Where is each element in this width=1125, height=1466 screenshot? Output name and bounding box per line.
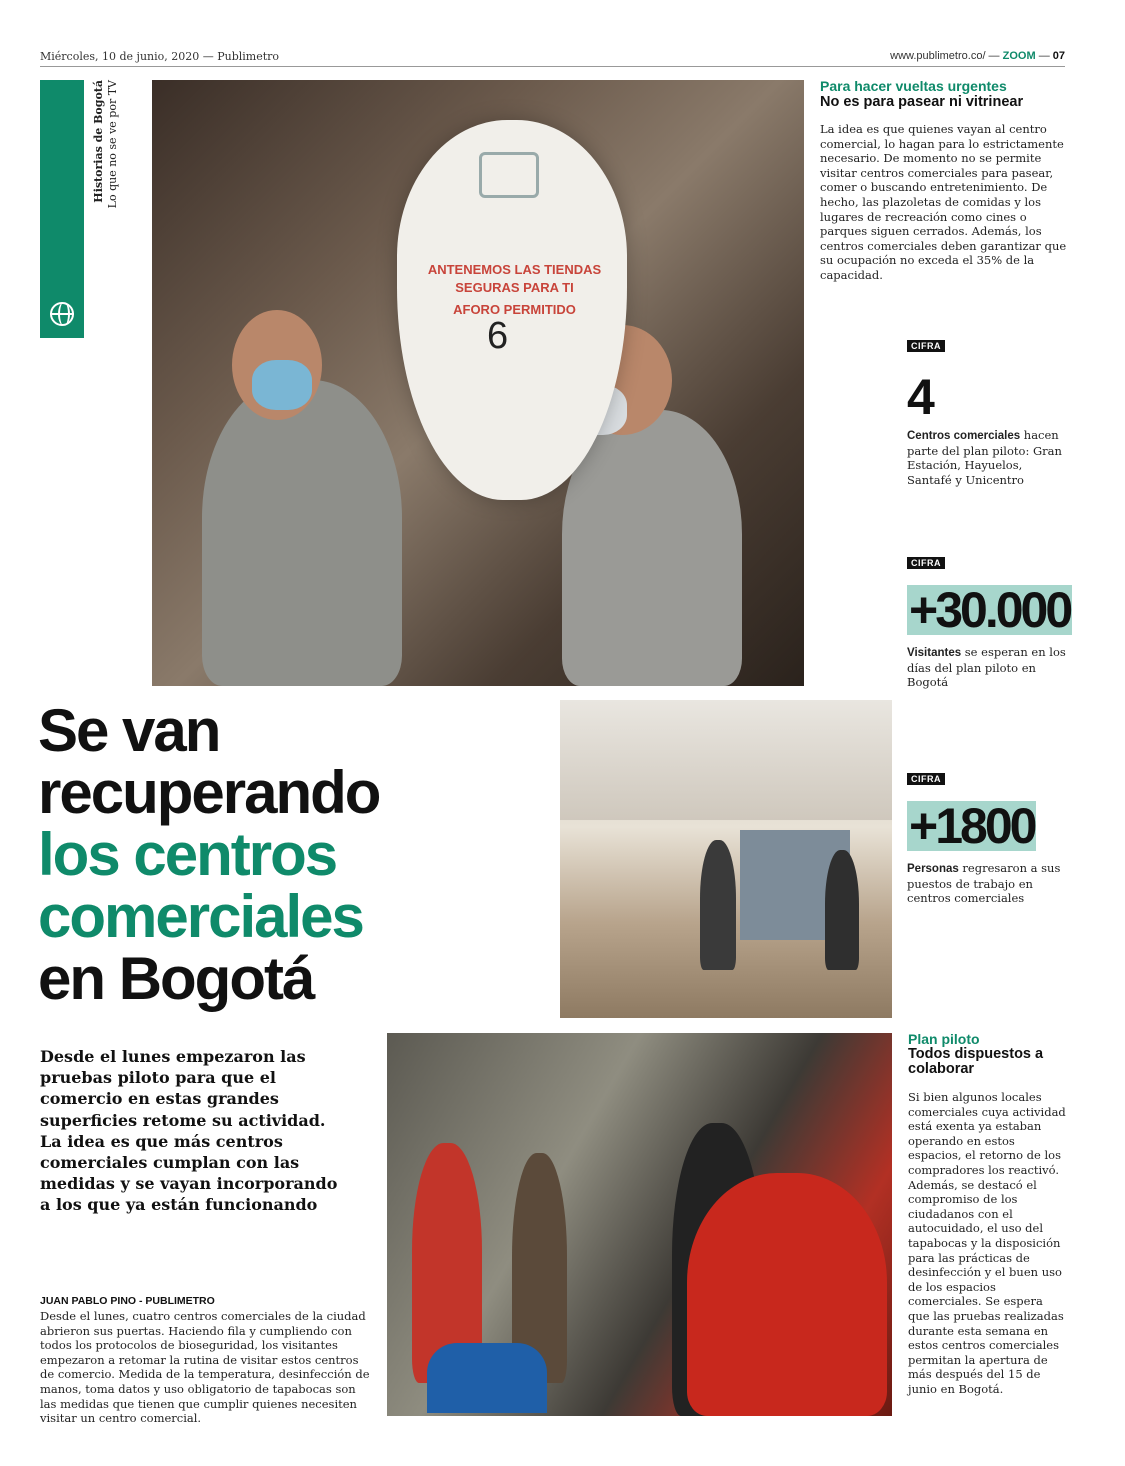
sidebar2-kicker: Plan piloto (908, 1031, 980, 1047)
cifra-number: +30.000 (909, 582, 1071, 638)
main-photo (152, 80, 804, 686)
section-tab-label: ZOOM (89, 265, 110, 334)
store-icon (479, 152, 539, 198)
sign-line: ANTENEMOS LAS TIENDAS (427, 262, 602, 277)
cifra-tag: CIFRA (907, 340, 945, 352)
photo-person (202, 380, 402, 686)
series-caption (92, 80, 132, 240)
sidebar-body: La idea es que quienes vayan al centro comercial, lo hagan para lo estrictamente necesario. De momento no se permite visitar centros comerciales para pasear, comer o buscando entretenimiento. De hecho, las plazoletas de comidas y los lugares de recreación como cines o parques siguen cerrados. Además, los centros comerciales deben garantizar que su ocupación no exceda el 35% de la capacidad. (820, 122, 1067, 282)
cifra-number: 4 (907, 369, 932, 425)
lede: Desde el lunes empezaron las pruebas piloto para que el comercio en estas grandes superficies retome su actividad. La idea es que más centros comerciales cumplan con las medidas y se vayan incorporando a los que ya están funcionando (40, 1047, 338, 1215)
photo-ceiling (560, 700, 892, 820)
cifra-number: +1800 (909, 798, 1035, 854)
cifra-lead: Centros comerciales (907, 430, 1021, 442)
headline-line: los centros (38, 821, 337, 888)
article-body: Desde el lunes, cuatro centros comerciales de la ciudad abrieron sus puertas. Haciendo fila y cumpliendo con todos los protocolos de bioseguridad, los visitantes empezaron a retomar la rutina de visitar estos centros de comercio. Medida de la temperatura, desinfección de manos, toma datos y uso obligatorio de tapabocas son las medidas que tienen que cumplir quienes necesiten visitar un centro comercial. (40, 1309, 370, 1426)
cifra-lead: Personas (907, 863, 959, 875)
cifra-tag: CIFRA (907, 773, 945, 785)
cifra-text: hacen parte del plan piloto: Gran Estación, Hayuelos, Santafé y Unicentro (907, 428, 1062, 487)
cifra-text: regresaron a sus puestos de trabajo en centros comerciales (907, 861, 1061, 906)
page-header-right (890, 50, 1065, 62)
sidebar-kicker: Para hacer vueltas urgentes (820, 78, 1007, 94)
series-title: Historias de Bogotá (92, 80, 105, 203)
globe-icon (50, 302, 74, 326)
cifra-lead: Visitantes (907, 647, 962, 659)
headline-line: recuperando (38, 759, 380, 826)
headline-line: en Bogotá (38, 945, 314, 1012)
floor-sign (427, 1343, 547, 1413)
site-url[interactable]: www.publimetro.co/ — (890, 50, 1000, 62)
photo-person (687, 1173, 887, 1416)
header-rule (40, 66, 1065, 67)
headline (38, 697, 538, 1012)
photo-person (562, 410, 742, 686)
sidebar2-body: Si bien algunos locales comerciales cuya actividad está exenta ya estaban operando en estos espacios, el retorno de los compradores los reactivó. Además, se destacó el compromiso de los ciudadanos con el autocuidado, el uso del tapabocas y la disposición para las prácticas de desinfección y el buen uso de los espacios comerciales. Se espera que las pruebas realizadas durante esta semana en estos centros comerciales permitan la apertura de más después del 15 de junio en Bogotá. (908, 1090, 1066, 1396)
issue-date: Miércoles, 10 de junio, 2020 — Publimetro (40, 50, 280, 63)
photo-mask (252, 360, 312, 410)
cifra-description (907, 861, 1067, 906)
header-separator: — (1038, 50, 1050, 62)
byline: JUAN PABLO PINO - PUBLIMETRO (40, 1295, 215, 1307)
sign-line: AFORO PERMITIDO (453, 302, 576, 317)
photo-person (825, 850, 859, 970)
sign-number: 6 (487, 315, 509, 357)
photo-person (700, 840, 736, 970)
sidebar2-title: Todos dispuestos a colaborar (908, 1046, 1044, 1077)
capacity-sign (397, 120, 627, 500)
headline-line: comerciales (38, 883, 363, 950)
series-subtitle: Lo que no se ve por TV (106, 80, 119, 209)
cifra-text: se esperan en los días del plan piloto en Bogotá (907, 645, 1066, 690)
cifra-description (907, 428, 1067, 487)
sidebar-title: No es para pasear ni vitrinear (820, 94, 1024, 110)
page-number: 07 (1052, 50, 1065, 62)
mall-interior-photo (560, 700, 892, 1018)
headline-line: Se van (38, 697, 220, 764)
section-name: ZOOM (1002, 50, 1036, 62)
cifra-tag: CIFRA (907, 557, 945, 569)
sign-line: SEGURAS PARA TI (455, 280, 574, 295)
temperature-check-photo (387, 1033, 892, 1416)
cifra-description (907, 645, 1067, 690)
